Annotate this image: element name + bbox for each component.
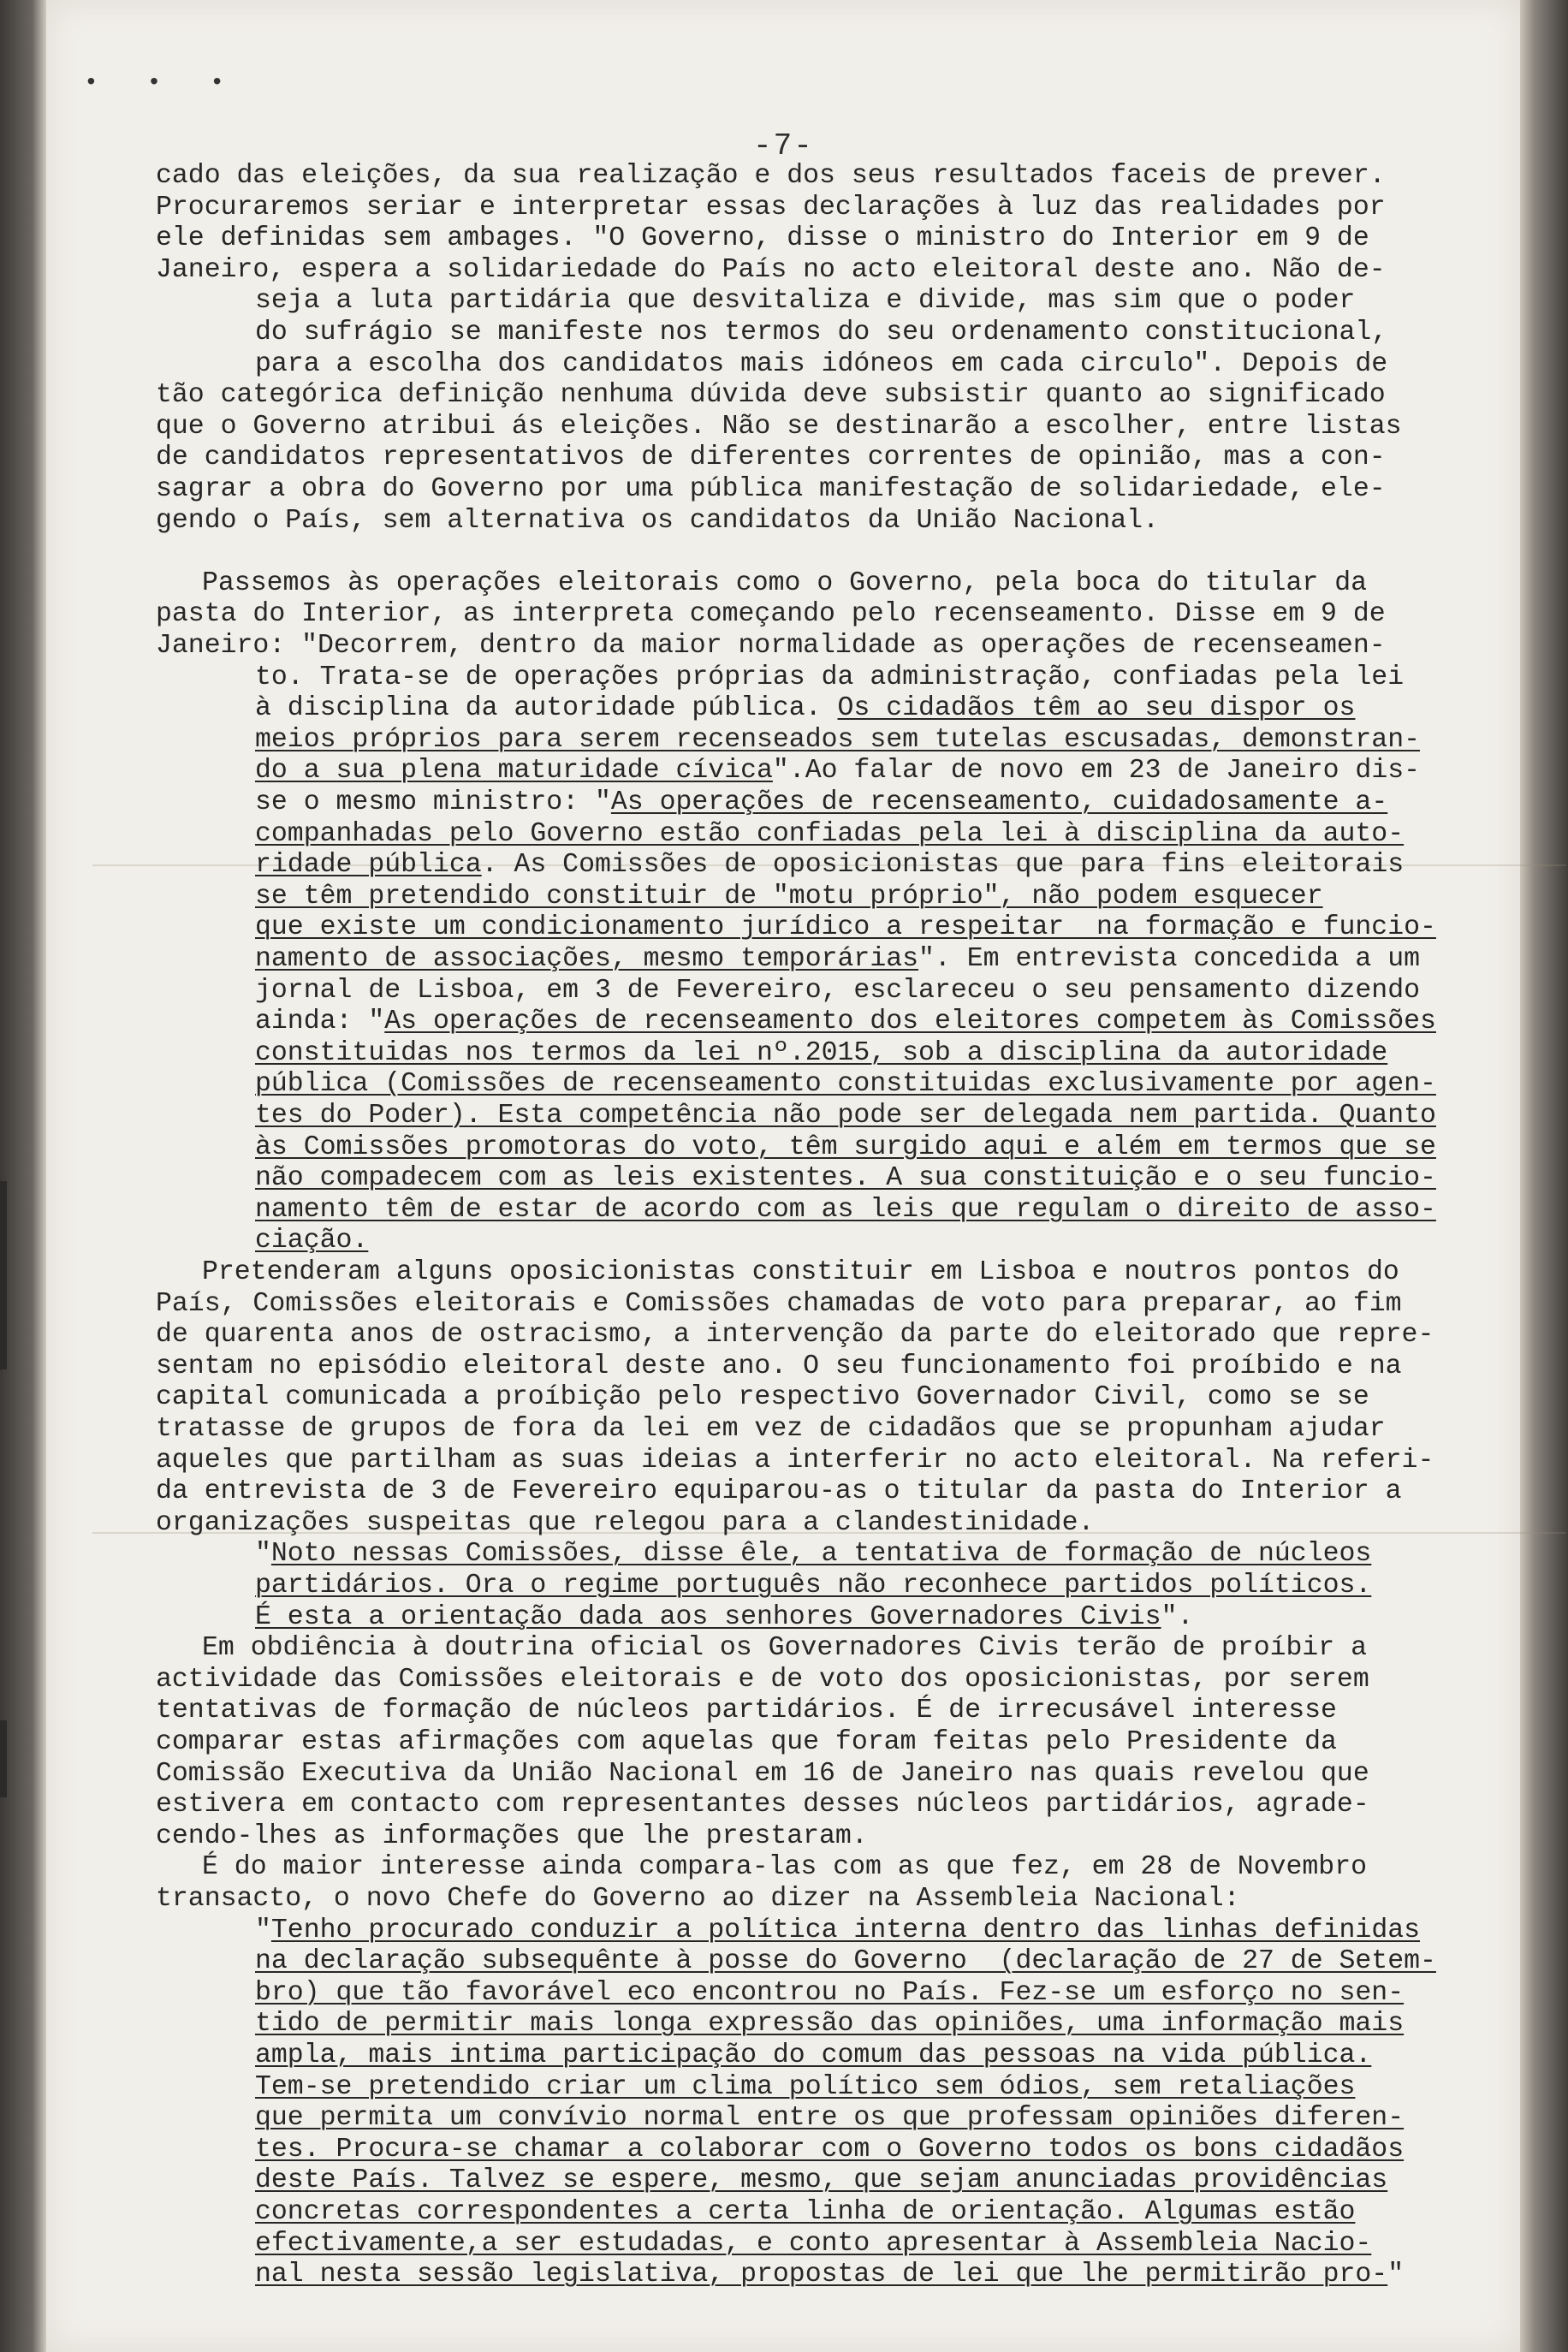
text-line xyxy=(156,442,1386,473)
underlined-quote: namento têm de estar de acordo com as leis que regulam o direito de asso- xyxy=(255,1194,1436,1225)
text-line xyxy=(156,1414,1386,1445)
text-line xyxy=(255,286,1355,317)
text-line xyxy=(156,1727,1337,1758)
text-segment: Procuraremos seriar e interpretar essas declarações à luz das realidades por xyxy=(156,192,1386,223)
underlined-quote: Noto nessas Comissões, disse êle, a tentativa de formação de núcleos xyxy=(270,1539,1372,1570)
text-segment: sagrar a obra do Governo por uma pública manifestação de solidariedade, ele- xyxy=(156,474,1386,504)
text-line xyxy=(156,631,1386,662)
text-segment: para a escolha dos candidatos mais idóneos em cada circulo". Depois de xyxy=(255,348,1388,379)
text-segment: Janeiro: "Decorrem, dentro da maior normalidade as operações de recenseamen- xyxy=(156,631,1386,661)
text-line xyxy=(156,599,1386,630)
text-line xyxy=(156,412,1402,442)
text-line xyxy=(255,787,1387,818)
text-line xyxy=(255,976,1420,1007)
text-segment: tratasse de grupos de fora da lei em vez de cidadãos que se propunham ajudar xyxy=(156,1414,1386,1444)
text-line xyxy=(156,380,1386,411)
text-segment: da entrevista de 3 de Fevereiro equiparou-as o titular da pasta do Interior a xyxy=(156,1476,1402,1507)
text-segment: ". xyxy=(1161,1601,1194,1632)
text-line xyxy=(255,850,1404,881)
text-line xyxy=(255,882,1323,912)
text-line xyxy=(255,1915,1420,1946)
text-segment: " xyxy=(1387,2260,1405,2290)
underlined-quote: que existe um condicionamento jurídico a respeitar na formação e funcio- xyxy=(255,912,1436,943)
text-line xyxy=(202,568,1367,599)
text-segment: Em obdiência à doutrina oficial os Governadores Civis terão de proíbir a xyxy=(202,1633,1368,1664)
text-segment: capital comunicada a proíbição pelo respectivo Governador Civil, como se se xyxy=(156,1382,1369,1413)
text-line xyxy=(255,662,1404,693)
underlined-quote: ridade pública xyxy=(255,850,482,881)
underlined-quote: bro) que tão favorável eco encontrou no País. Fez-se um esforço no sen- xyxy=(255,1977,1405,2008)
text-line xyxy=(156,1382,1369,1413)
text-segment: comparar estas afirmações com aquelas que foram feitas pelo Presidente da xyxy=(156,1727,1337,1757)
text-line xyxy=(255,1978,1404,2009)
text-line xyxy=(255,693,1355,724)
text-line xyxy=(202,1852,1367,1883)
text-segment: aqueles que partilham as suas ideias a interferir no acto eleitoral. Na referi- xyxy=(156,1445,1434,1476)
text-line xyxy=(255,1069,1436,1100)
underlined-quote: do a sua plena maturidade cívica xyxy=(255,756,773,787)
text-line xyxy=(255,1946,1436,1977)
text-line xyxy=(255,2040,1371,2071)
scan-left-edge xyxy=(0,0,46,2352)
text-line xyxy=(156,1508,1094,1539)
text-line xyxy=(156,193,1386,223)
text-segment: à disciplina da autoridade pública. xyxy=(255,693,838,724)
text-line xyxy=(255,1539,1371,1570)
underlined-quote: ciação. xyxy=(255,1226,369,1256)
underlined-quote: meios próprios para serem recenseados sem tutelas escusadas, demonstran- xyxy=(255,724,1421,755)
text-line xyxy=(156,506,1159,537)
text-line xyxy=(156,161,1386,192)
text-segment: de candidatos representativos de diferentes correntes de opinião, mas a con- xyxy=(156,442,1386,473)
text-segment: ".Ao falar de novo em 23 de Janeiro dis- xyxy=(772,756,1421,787)
underlined-quote: concretas correspondentes a certa linha de orientação. Algumas estão xyxy=(255,2197,1356,2227)
text-segment: seja a luta partidária que desvitaliza e divide, mas sim que o poder xyxy=(255,286,1356,317)
text-line xyxy=(255,1101,1436,1131)
text-segment: to. Trata-se de operações próprias da administração, confiadas pela lei xyxy=(255,662,1405,692)
text-segment: cado das eleições, da sua realização e dos seus resultados faceis de prever. xyxy=(156,161,1386,191)
text-line xyxy=(156,255,1386,286)
text-line xyxy=(255,2072,1355,2103)
text-line xyxy=(156,1446,1434,1476)
text-segment: do sufrágio se manifeste nos termos do seu ordenamento constitucional, xyxy=(255,318,1388,347)
text-line xyxy=(255,318,1387,348)
text-line xyxy=(156,223,1369,254)
underlined-quote: na declaração subsequênte à posse do Governo (declaração de 27 de Setem- xyxy=(255,1946,1436,1977)
underlined-quote: tido de permitir mais longa expressão das opiniões, uma informação mais xyxy=(255,2009,1405,2040)
text-line xyxy=(156,1320,1434,1351)
text-segment: ele definidas sem ambages. "O Governo, disse o ministro do Interior em 9 de xyxy=(156,223,1369,254)
text-segment: sentam no episódio eleitoral deste ano. O seu funcionamento foi proíbido e na xyxy=(156,1351,1402,1381)
text-segment: tentativas de formação de núcleos partidários. É de irrecusável interesse xyxy=(156,1696,1337,1726)
text-segment: gendo o País, sem alternativa os candidatos da União Nacional. xyxy=(156,505,1159,536)
text-segment: de quarenta anos de ostracismo, a intervenção da parte do eleitorado que repre- xyxy=(156,1320,1434,1351)
underlined-quote: não compadecem com as leis existentes. A sua constituição e o seu funcio- xyxy=(255,1163,1436,1194)
underlined-quote: Tem-se pretendido criar um clima político sem ódios, sem retaliações xyxy=(255,2071,1356,2102)
text-line xyxy=(156,1884,1240,1915)
text-segment: pasta do Interior, as interpreta começando pelo recenseamento. Disse em 9 de xyxy=(156,599,1386,630)
corner-marks: • • • xyxy=(84,70,242,97)
underlined-quote: nal nesta sessão legislativa, propostas de lei que lhe permitirão pro- xyxy=(255,2260,1388,2290)
underlined-quote: É esta a orientação dada aos senhores Governadores Civis xyxy=(255,1601,1161,1632)
edge-tab-mark xyxy=(0,1181,7,1369)
text-segment: ". Em entrevista concedida a um xyxy=(918,944,1421,974)
underlined-quote: efectivamente,a ser estudadas, e conto apresentar à Assembleia Nacio- xyxy=(255,2228,1372,2259)
text-line xyxy=(255,349,1387,380)
text-segment: País, Comissões eleitorais e Comissões chamadas de voto para preparar, ao fim xyxy=(156,1288,1402,1319)
text-line xyxy=(156,1790,1369,1820)
text-segment: transacto, o novo Chefe do Governo ao dizer na Assembleia Nacional: xyxy=(156,1884,1240,1914)
text-segment: que o Governo atribui ás eleições. Não se destinarão a escolher, entre listas xyxy=(156,411,1402,442)
underlined-quote: pública (Comissões de recenseamento constituidas exclusivamente por agen- xyxy=(255,1069,1436,1100)
text-line xyxy=(156,1289,1402,1320)
text-line xyxy=(255,725,1420,756)
underlined-quote: companhadas pelo Governo estão confiadas pela lei à disciplina da auto- xyxy=(255,818,1405,849)
text-line xyxy=(255,2197,1355,2228)
text-line xyxy=(255,1007,1436,1037)
text-line xyxy=(156,1476,1402,1507)
page-number: -7- xyxy=(753,128,814,163)
text-line xyxy=(202,1633,1367,1664)
text-line xyxy=(255,944,1420,975)
text-segment: tão categórica definição nenhuma dúvida deve subsistir quanto ao significado xyxy=(156,380,1386,411)
text-segment: Pretenderam alguns oposicionistas constituir em Lisboa e noutros pontos do xyxy=(202,1257,1399,1287)
underlined-quote: partidários. Ora o regime português não reconhece partidos políticos. xyxy=(255,1571,1372,1601)
text-segment: se o mesmo ministro: " xyxy=(255,787,611,817)
text-segment: actividade das Comissões eleitorais e de voto dos oposicionistas, por serem xyxy=(156,1664,1369,1695)
underlined-quote: As operações de recenseamento dos eleitores competem às Comissões xyxy=(384,1007,1436,1037)
text-segment: " xyxy=(255,1539,271,1570)
underlined-quote: constituidas nos termos da lei nº.2015, sob a disciplina da autoridade xyxy=(255,1037,1388,1068)
text-line xyxy=(255,2260,1404,2290)
text-line xyxy=(156,1351,1402,1382)
text-segment: Passemos às operações eleitorais como o Governo, pela boca do titular da xyxy=(202,567,1368,598)
text-line xyxy=(255,2229,1371,2260)
text-segment: jornal de Lisboa, em 3 de Fevereiro, esclareceu o seu pensamento dizendo xyxy=(255,975,1421,1006)
underlined-quote: Os cidadãos têm ao seu dispor os xyxy=(837,693,1356,724)
text-line xyxy=(156,1821,868,1852)
text-line xyxy=(156,1696,1337,1726)
text-line xyxy=(255,1195,1436,1226)
text-line xyxy=(255,2135,1404,2165)
underlined-quote: As operações de recenseamento, cuidadosamente a- xyxy=(610,787,1388,817)
text-segment: organizações suspeitas que relegou para a clandestinidade. xyxy=(156,1507,1095,1538)
text-segment: cendo-lhes as informações que lhe prestaram. xyxy=(156,1820,868,1851)
text-segment: É do maior interesse ainda compara-las com as que fez, em 28 de Novembro xyxy=(202,1852,1368,1883)
text-line xyxy=(202,1257,1399,1288)
text-line xyxy=(255,2165,1387,2196)
text-line xyxy=(156,474,1386,505)
underlined-quote: tes do Poder). Esta competência não pode ser delegada nem partida. Quanto xyxy=(255,1101,1436,1131)
text-line xyxy=(255,2009,1404,2040)
text-line xyxy=(255,1038,1387,1069)
text-line xyxy=(255,1163,1436,1194)
text-segment: " xyxy=(255,1915,271,1945)
text-line xyxy=(156,1665,1369,1696)
edge-tab-mark xyxy=(0,1720,7,1797)
text-segment: . As Comissões de oposicionistas que para fins eleitorais xyxy=(481,850,1405,881)
underlined-quote: às Comissões promotoras do voto, têm surgido aqui e além em termos que se xyxy=(255,1131,1436,1162)
underlined-quote: tes. Procura-se chamar a colaborar com o Governo todos os bons cidadãos xyxy=(255,2134,1405,2165)
text-segment: estivera em contacto com representantes desses núcleos partidários, agrade- xyxy=(156,1790,1369,1820)
text-line xyxy=(255,819,1404,850)
text-segment: ainda: " xyxy=(255,1007,385,1037)
underlined-quote: ampla, mais intima participação do comum das pessoas na vida pública. xyxy=(255,2040,1372,2070)
text-line xyxy=(156,1759,1369,1790)
text-line xyxy=(255,2103,1404,2134)
underlined-quote: se têm pretendido constituir de "motu próprio", não podem esquecer xyxy=(255,881,1323,912)
scan-right-edge xyxy=(1520,0,1568,2352)
underlined-quote: namento de associações, mesmo temporárias xyxy=(255,944,919,974)
underlined-quote: deste País. Talvez se espere, mesmo, que sejam anunciadas providências xyxy=(255,2165,1388,2196)
text-line xyxy=(255,1571,1371,1601)
text-segment: Comissão Executiva da União Nacional em 16 de Janeiro nas quais revelou que xyxy=(156,1758,1369,1789)
text-segment: Janeiro, espera a solidariedade do País no acto eleitoral deste ano. Não de- xyxy=(156,254,1386,285)
text-line xyxy=(255,1226,368,1256)
text-line xyxy=(255,1132,1436,1163)
text-line xyxy=(255,756,1420,787)
underlined-quote: que permita um convívio normal entre os que professam opiniões diferen- xyxy=(255,2103,1405,2134)
text-line xyxy=(255,912,1436,943)
underlined-quote: Tenho procurado conduzir a política interna dentro das linhas definidas xyxy=(270,1915,1421,1945)
text-line xyxy=(255,1602,1193,1633)
